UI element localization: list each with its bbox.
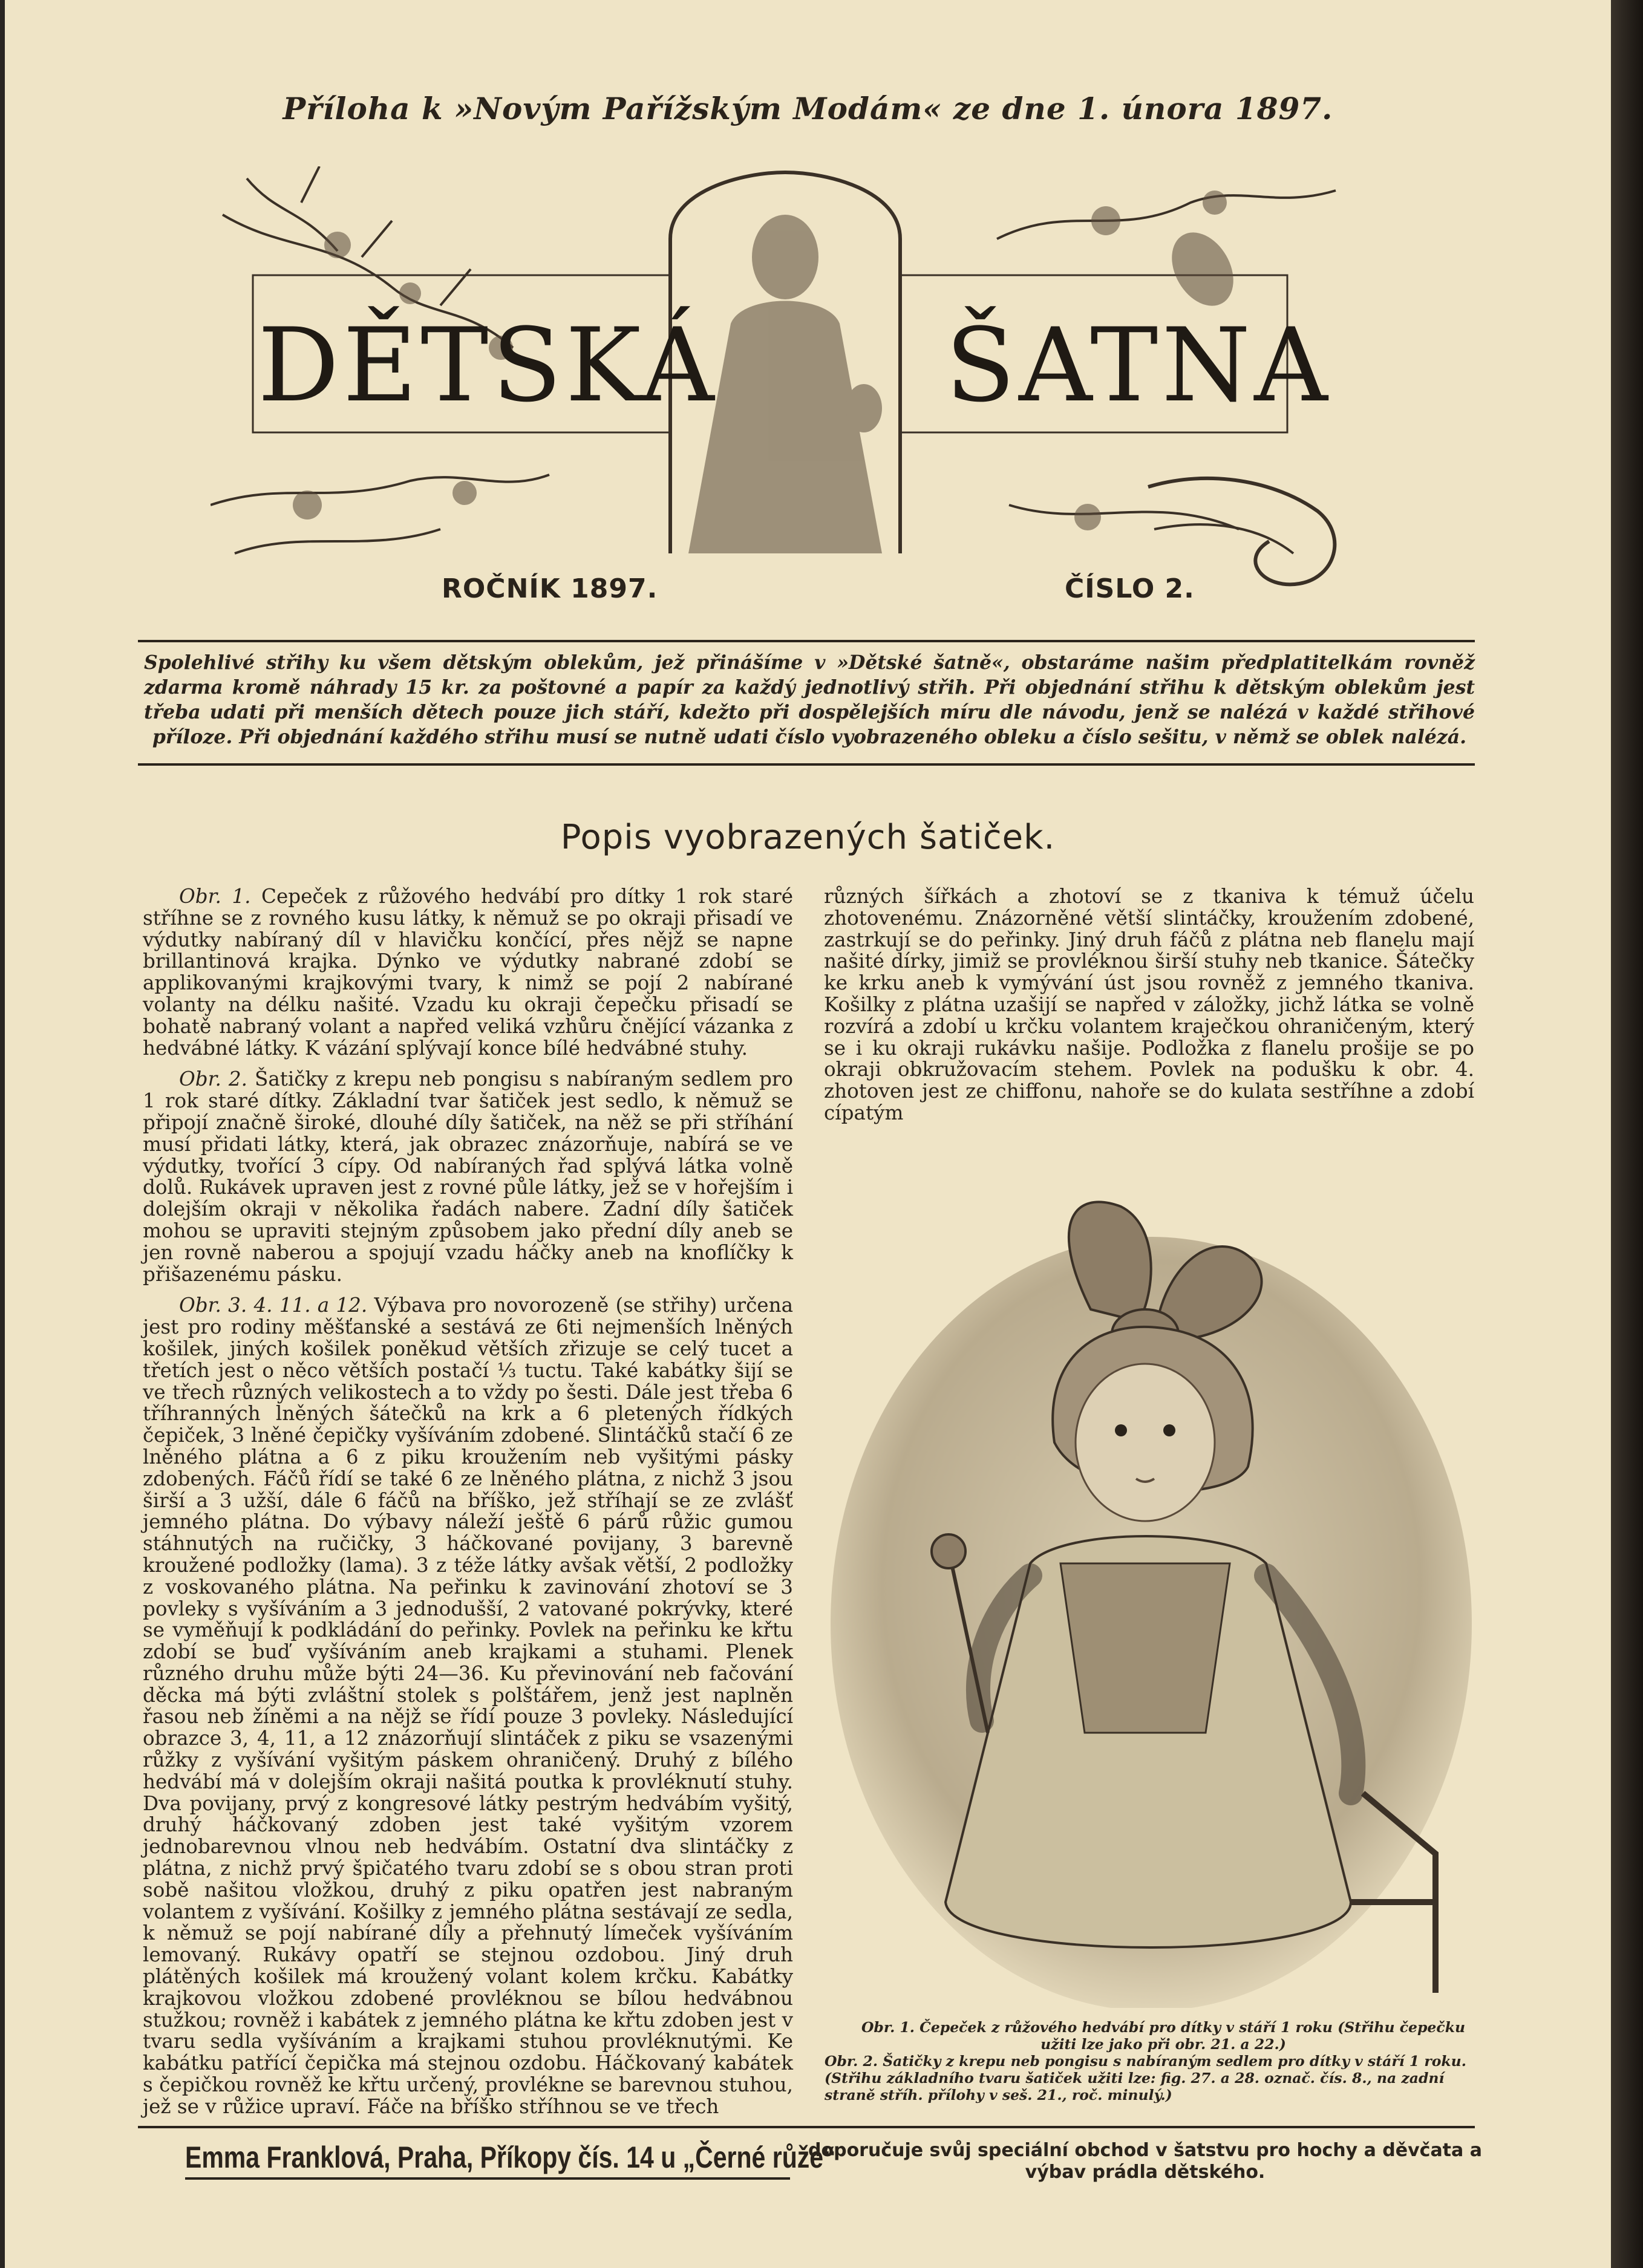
child-photo-illustration (831, 1188, 1472, 2008)
volume-label: ROČNÍK 1897. (442, 573, 658, 604)
paragraph-continued: různých šířkách a zhotoví se z tkaniva k témuž účelu zhotovenému. Znázorněné větší slintáčky, kroužením zdobené, zastrkují se do peřinky. Jiný druh fáčů z plátna neb flanelu mají našité dírky, jimiž se provléknou širší stuhy neb tkanice. Šátečky ke krku aneb k vymývání úst jsou rovněž z jemného tkaniva. Košilky z plátna uzašijí se napřed v záložky, jichž látka se volně rozvírá a zdobí u krčku volantem kraječkou ohraničeným, který se i ku okraji rukávku našije. Podložka z flanelu prošije se po okraji obkružovacím stehem. Povlek na podušku k obr. 4. zhotoven jest ze chiffonu, nahoře se do kulata sestříhne a zdobí cípatým (824, 885, 1474, 1124)
article-column-left (143, 886, 793, 2128)
masthead-title-right: ŠATNA (946, 306, 1331, 425)
issue-label: ČÍSLO 2. (1065, 573, 1195, 604)
photo-caption (825, 2019, 1478, 2103)
article-column-right (824, 886, 1474, 1134)
caption-line-2: Obr. 2. Šatičky z krepu neb pongisu s nabíraným sedlem pro dítky v stáří 1 roku. (Střihu základního tvaru šatiček užiti lze: fig. 27. a 28. označ. čís. 8., na zadní straně stříh. přílohy v seš. 21., roč. minulý.) (825, 2053, 1466, 2103)
article-heading: Popis vyobrazených šatiček. (560, 818, 1056, 857)
paragraph-text: Výbava pro novorozeně (se střihy) určena jest pro rodiny měšťanské a sestává ze 6ti nejmenších lněných košilek, jiných košilek poněkud větších zřizuje se celý tucet a třetích jest o něco větších postačí ⅓ tuctu. Také kabátky šijí se ve třech různých velikostech a to vždy po šesti. Dále jest třeba 6 tříhranných lněných šátečků na krk a 6 pletených řídkých čepiček, 3 lněné čepičky vyšíváním zdobené. Slintáčků stačí 6 ze lněného plátna a 6 z piku kroužením neb vyšitými pásky zdobených. Fáčů řídí se také 6 ze lněného plátna, z nichž 3 jsou širší a 3 užší, dále 6 fáčů na bříško, jež stříhají se ze zvlášť jemného plátna. Do výbavy náleží ještě 6 párů růžic gumou stáhnutých na ručičky, 3 háčkované povijany, 3 barevně kroužené podložky (lama). 3 z téže látky avšak větší, 2 podložky z voskovaného plátna. Na peřinku k zavinování zhotoví se 3 povleky s vyšíváním a 3 jednodušší, 2 vatované pokrývky, které se vyměňují k podkládání do peřinky. Povlek na peřinku ke křtu zdobí se buď vyšíváním aneb krajkami a stuhami. Plenek různého druhu může býti 24—36. Ku převinování neb fačování děcka má býti zvláštní stolek s polštářem, jenž jest naplněn řasou neb žíněmi a na nějž se řídí pouze 3 povleky. Následující obrazce 3, 4, 11, a 12 znázorňují slintáček z piku se vsazenými růžky z vyšívání vyšitým páskem ohraničený. Druhý z bílého hedvábí má v dolejším okraji našitá poutka k provléknutí stuhy. Dva povijany, prvý z kongresové látky pestrým hedvábím vyšitý, druhý háčkovaný zdoben jest také vyšitým vzorem jednobarevnou vlnou neb hedvábím. Ostatní dva slintáčky z plátna, z nichž prvý špičatého tvaru zdobí se s obou stran proti sobě našitou vložkou, druhý z piku opatřen jest nabraným volantem z vyšívání. Košilky z jemného plátna sestávají ze sedla, k němuž se pojí nabírané díly a přehnutý límeček vyšíváním lemovaný. Rukávy opatří se stejnou ozdobou. Jiný druh plátěných košilek má kroužený volant kolem krčku. Kabátky krajkovou vložkou zdobené provléknou se bílou hedvábnou stužkou; rovněž i kabátek z jemného plátna ke křtu zdoben jest v tvaru sedla vyšíváním a krajkami stuhou provléknutými. Ke kabátku patřící čepička má stejnou ozdobu. Háčkovaný kabátek s čepičkou rovněž ke křtu určený, provlékne se barevnou stuhou, jež se v růžice upraví. Fáče na bříško stříhnou se ve třech (143, 1294, 793, 2118)
caption-line-1: Obr. 1. Čepeček z růžového hedvábí pro dítky v stáří 1 roku (Střihu čepečku užiti lze jako při obr. 21. a 22.) (861, 2019, 1466, 2053)
supplement-line: Příloha k »Novým Pařížským Modám« ze dne 1. února 1897. (283, 91, 1333, 126)
figure-label: Obr. 3. 4. 11. a 12. (179, 1294, 368, 1317)
figure-label: Obr. 2. (179, 1067, 247, 1091)
figure-label: Obr. 1. (179, 885, 251, 908)
subscriber-notice: Spolehlivé střihy ku všem dětským oblekům, jež přinášíme v »Dětské šatně«, obstaráme našim předplatitelkám rovněž zdarma kromě náhrady 15 kr. za poštovné a papír za každý jednotlivý střih. Při objednání střihu k dětským oblekům jest třeba udati při menších dětech pouze jich stáří, kdežto při dospělejších míru dle návodu, jenž se nalézá v každé střihové příloze. Při objednání každého střihu musí se nutně udati číslo vyobrazeného obleku a číslo sešitu, v němž se oblek nalézá. (144, 651, 1475, 748)
paragraph-obr-2 (143, 1069, 793, 1285)
paragraph-text: Šatičky z krepu neb pongisu s nabíraným sedlem pro 1 rok staré dítky. Základní tvar šatiček jest sedlo, k němuž se připojí značně široké, dlouhé díly šatiček, na něž se při stříhání musí přidati látky, která, jak obrazec znázorňuje, nabírá se ve výdutky, tvořící 3 cípy. Od nabíraných řad splývá látka volně dolů. Rukávek upraven jest z rovné půle látky, jež se v hořejším i dolejším okraji v několika řadách nabere. Zadní díly šatiček mohou se upraviti stejným způsobem jako přední díly aneb se jen rovně naberou a spojují vzadu háčky aneb na knoflíčky k přišazenému pásku. (143, 1067, 793, 1286)
paragraph-obr-3-4-11-12 (143, 1295, 793, 2117)
advertiser-underline (185, 2177, 790, 2180)
advertisement-text: doporučuje svůj speciální obchod v šatstvu pro hochy a děvčata a výbav prádla dětského. (808, 2140, 1482, 2183)
paragraph-text: Cepeček z růžového hedvábí pro dítky 1 rok staré stříhne se z rovného kusu látky, k němuž se po okraji přisadí ve výdutky nabíraný díl v hlavičku končící, přes nějž se napne brillantinová krajka. Dýnko ve výdutky nabrané zdobí se applikovanými krajkovými tvary, k nimž se pojí 2 nabírané volanty na délku našité. Vzadu ku okraji čepečku přisadí se bohatě nabraný volant a napřed veliká vzhůru čnějící vázanka z hedvábné látky. K vázání splývají konce bílé hedvábné stuhy. (143, 885, 793, 1060)
top-divider (138, 640, 1475, 642)
book-spine-edge (1611, 0, 1643, 2268)
advertiser-name: Emma Franklová, Praha, Příkopy čís. 14 u „Černé růže“ (185, 2140, 836, 2174)
bottom-divider (138, 2126, 1475, 2128)
masthead-title-left: DĚTSKÁ (258, 306, 718, 425)
newspaper-page (5, 0, 1611, 2268)
notice-divider (138, 763, 1475, 766)
paragraph-obr-1 (143, 886, 793, 1059)
